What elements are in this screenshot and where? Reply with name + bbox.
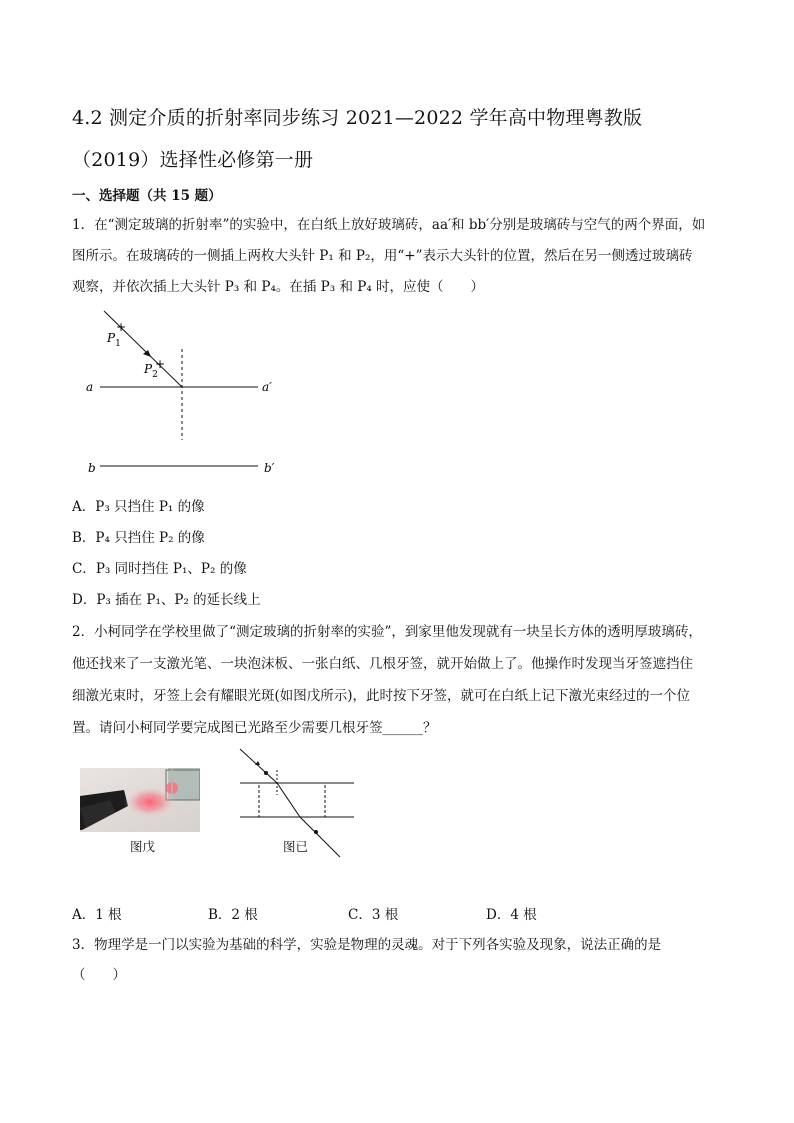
- q2-stem-line-4: 置。请问小柯同学要完成图已光路至少需要几根牙签______？: [72, 720, 437, 736]
- q2-option-c[interactable]: C．3 根: [348, 907, 399, 923]
- pin-p1-plus-icon: +: [116, 320, 127, 334]
- q2-option-b[interactable]: B．2 根: [208, 907, 258, 923]
- label-b-prime: b′: [264, 461, 275, 475]
- q2-stem-line-2: 他还找来了一支激光笔、一块泡沫板、一张白纸、几根牙签，就开始做上了。他操作时发现当牙签遮挡住: [72, 656, 693, 672]
- pin-p2-plus-icon: +: [155, 357, 166, 371]
- q2-option-d[interactable]: D．4 根: [486, 907, 537, 923]
- ray-arrow-icon: [143, 350, 151, 357]
- figure-ji-caption: 图已: [283, 839, 309, 854]
- label-a-prime: a′: [262, 380, 272, 394]
- q1-option-c[interactable]: C．P₃ 同时挡住 P₁、P₂ 的像: [72, 561, 247, 577]
- q1-option-b[interactable]: B．P₄ 只挡住 P₂ 的像: [72, 530, 205, 546]
- q3-stem-line-1: 3．物理学是一门以实验为基础的科学，实验是物理的灵魂。对于下列各实验及现象，说法正确的是: [72, 937, 662, 953]
- q2-stem-line-1: 2．小柯同学在学校里做了“测定玻璃的折射率的实验”，到家里他发现就有一块呈长方体的透明厚玻璃砖，: [72, 624, 702, 640]
- q1-stem-line-3: 观察，并依次插上大头针 P₃ 和 P₄。在插 P₃ 和 P₄ 时，应使（ ）: [72, 279, 485, 295]
- q3-stem-line-2: （ ）: [72, 967, 126, 983]
- q2-option-a[interactable]: A．1 根: [72, 907, 122, 923]
- q1-option-a[interactable]: A．P₃ 只挡住 P₁ 的像: [72, 499, 205, 515]
- page-title-line-1: 4.2 测定介质的折射率同步练习 2021—2022 学年高中物理粤教版: [72, 107, 643, 129]
- pin-p1-label: $P_1$: [107, 331, 121, 349]
- q2-stem-line-3: 细激光束时，牙签上会有耀眼光斑(如图戊所示)，此时按下牙签，就可在白纸上记下激光束经过的一个位: [72, 688, 691, 704]
- label-a: a: [86, 380, 94, 394]
- laser-photo: [80, 768, 200, 832]
- q1-stem-line-1: 1．在“测定玻璃的折射率”的实验中，在白纸上放好玻璃砖，aa′和 bb′分别是玻璃砖与空气的两个界面，如: [72, 217, 706, 233]
- figure-wu-caption: 图戊: [130, 839, 156, 854]
- q1-refraction-figure: [80, 305, 290, 485]
- page-title-line-2: （2019）选择性必修第一册: [72, 149, 314, 171]
- pin-p2-label: $P_2$: [144, 362, 158, 380]
- q1-stem-line-2: 图所示。在玻璃砖的一侧插上两枚大头针 P₁ 和 P₂，用“+”表示大头针的位置，然后在另一侧透过玻璃砖: [72, 248, 693, 264]
- label-b: b: [88, 461, 96, 475]
- section-heading: 一、选择题（共 15 题）: [72, 188, 222, 204]
- q1-option-d[interactable]: D．P₃ 插在 P₁、P₂ 的延长线上: [72, 592, 261, 608]
